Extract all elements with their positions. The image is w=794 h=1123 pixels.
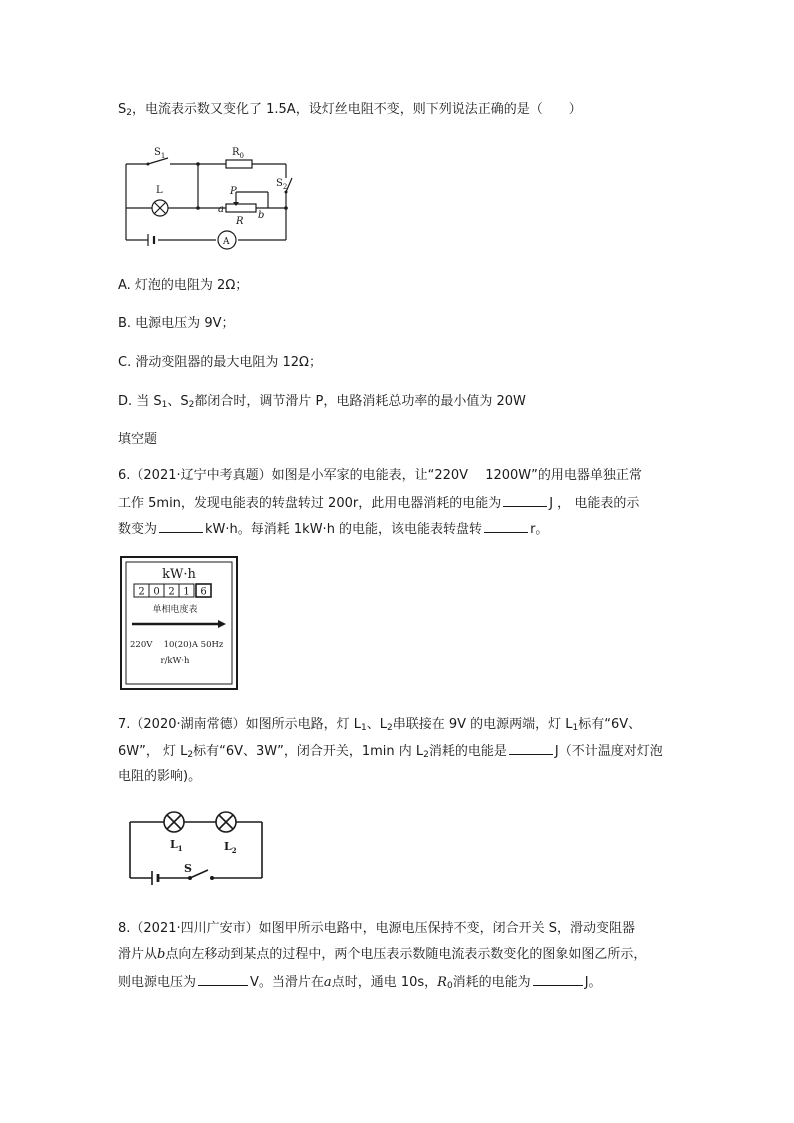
q5-option-c: C. 滑动变阻器的最大电阻为 12Ω；	[118, 355, 322, 370]
electric-meter-figure	[120, 556, 238, 690]
answer-blank[interactable]	[503, 493, 547, 507]
q6-line-3: 数变为 kW·h。每消耗 1kW·h 的电能，该电能表转盘转 r。	[118, 519, 548, 540]
meter-digit: 6	[200, 586, 207, 598]
answer-blank[interactable]	[159, 519, 203, 533]
answer-blank[interactable]	[509, 741, 553, 755]
ammeter-label: A	[223, 237, 230, 247]
meter-name: 单相电度表	[152, 605, 198, 615]
q8-line-1: 8.（2021·四川广安市）如图甲所示电路中，电源电压保持不变，闭合开关 S，滑动变阻器	[118, 921, 636, 936]
q7-line-2: 6W”， 灯 $L_2$标有“6V、3W”，闭合开关，1min 内 $L_2$消耗的电能是 J（不计温度对灯泡	[118, 741, 663, 762]
meter-digit: 2	[168, 586, 175, 598]
meter-digit: 2	[138, 586, 145, 598]
q7-line-1: 7.（2020·湖南常德）如图所示电路，灯 $L_1$、$L_2$串联接在 9V 的电源两端，灯 $L_1$标有“6V、	[118, 717, 642, 733]
rheostat-r-label: R	[236, 216, 244, 227]
answer-blank[interactable]	[484, 519, 528, 533]
q5-option-a: A. 灯泡的电阻为 2Ω；	[118, 278, 249, 293]
meter-rev: r/kW·h	[160, 656, 190, 666]
q8-line-2: 滑片从b点向左移动到某点的过程中，两个电压表示数随电流表示数变化的图象如图乙所示，	[118, 947, 647, 962]
meter-digit: 0	[153, 586, 160, 598]
arrow-icon	[218, 620, 226, 628]
end-a-label: a	[218, 204, 224, 215]
q6-line-2: 工作 5min，发现电能表的转盘转过 200r，此用电器消耗的电能为 J ， 电能表的示	[118, 493, 639, 514]
l2-label: $L_2$	[224, 840, 237, 855]
q7-line-3: 电阻的影响)。	[118, 769, 202, 784]
q5-option-b: B. 电源电压为 9V；	[118, 316, 235, 331]
meter-digit: 1	[183, 586, 190, 598]
l1-label: $L_1$	[170, 838, 183, 853]
q5-option-d: D. 当 $S_1$、$S_2$都闭合时，调节滑片 P，电路消耗总功率的最小值为 20W	[118, 394, 526, 410]
s1-label: $S_1$	[154, 147, 166, 160]
q8-line-3: 则电源电压为 V。当滑片在a点时，通电 10s，$R_0$消耗的电能为 J。	[118, 972, 602, 993]
q5-circuit-diagram	[118, 140, 298, 252]
meter-spec: 220V 10(20)A 50Hz	[130, 640, 224, 650]
answer-blank[interactable]	[198, 972, 248, 986]
s-label: S	[184, 862, 192, 875]
s2-label: $S_2$	[276, 178, 288, 191]
section-title: 填空题	[118, 432, 158, 447]
q6-line-1: 6.（2021·辽宁中考真题）如图是小军家的电能表，让“220V 1200W”的用电器单独正常	[118, 468, 642, 483]
slider-p-label: P	[230, 186, 237, 197]
answer-blank[interactable]	[533, 972, 583, 986]
meter-unit: kW·h	[162, 567, 196, 582]
q7-circuit-diagram	[128, 810, 268, 888]
q5-stem: $S_2$，电流表示数又变化了 1.5A，设灯丝电阻不变，则下列说法正确的是（ ）	[118, 102, 582, 118]
r0-label: $R_0$	[232, 147, 244, 160]
lamp-label: L	[156, 185, 163, 196]
end-b-label: b	[258, 210, 265, 221]
